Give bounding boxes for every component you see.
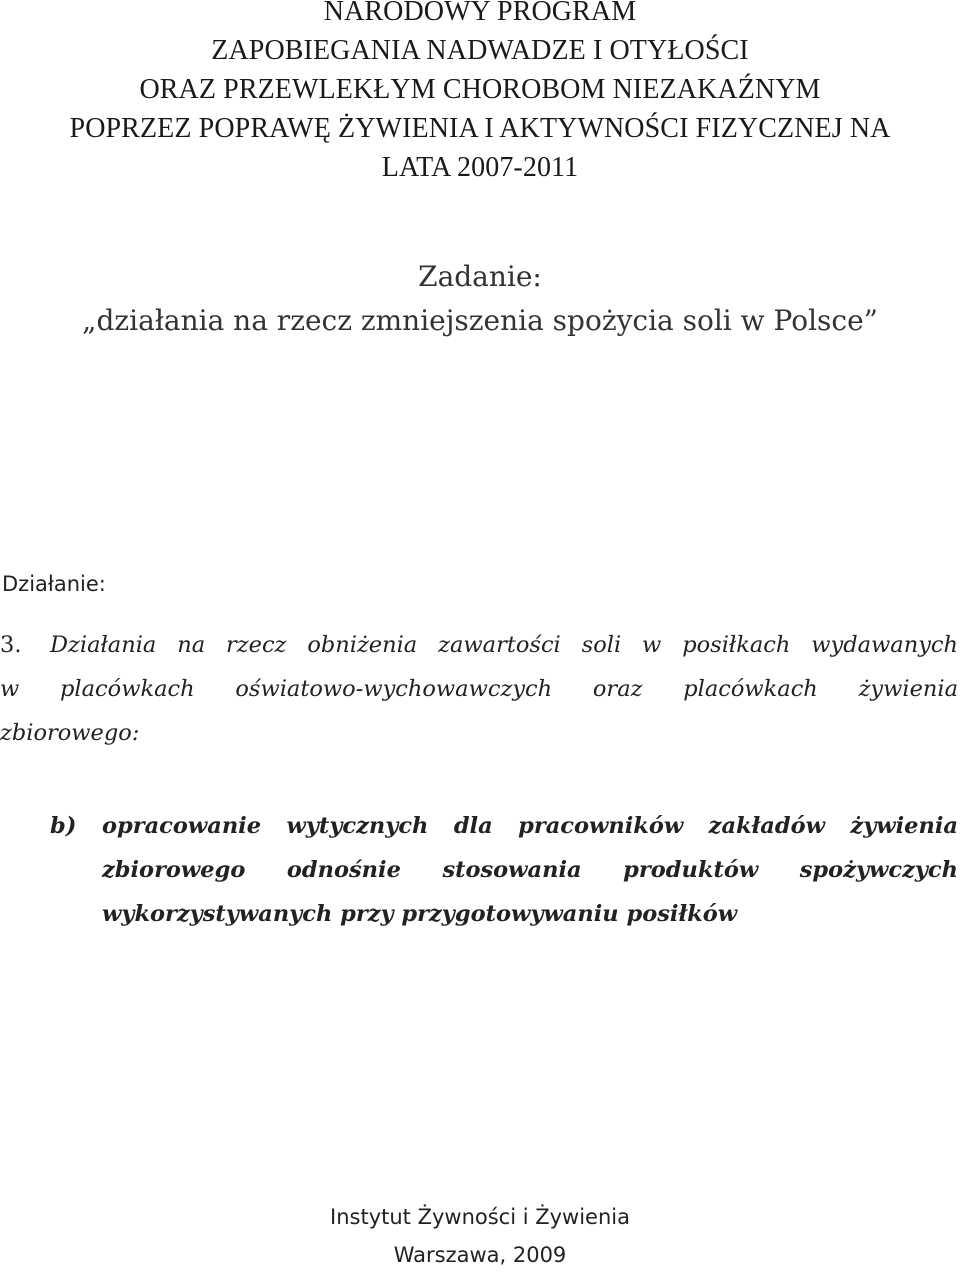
publisher-footer bbox=[0, 1198, 960, 1274]
sub-item-b bbox=[50, 804, 958, 936]
task-title: „działania na rzecz zmniejszenia spożycia soli w Polsce” bbox=[82, 304, 878, 337]
publisher-institute: Instytut Żywności i Żywienia bbox=[330, 1205, 630, 1229]
program-title-line: POPRZEZ POPRAWĘ ŻYWIENIA I AKTYWNOŚCI FIZYCZNEJ NA bbox=[69, 113, 891, 144]
action-line: zbiorowego: bbox=[0, 720, 140, 746]
program-title-line: ZAPOBIEGANIA NADWADZE I OTYŁOŚCI bbox=[211, 35, 749, 66]
task-section bbox=[0, 255, 960, 343]
program-title bbox=[0, 0, 960, 187]
action-number: 3. bbox=[0, 632, 22, 658]
program-title-line: ORAZ PRZEWLEKŁYM CHOROBOM NIEZAKAŹNYM bbox=[139, 74, 821, 105]
task-label: Zadanie: bbox=[418, 260, 542, 293]
action-line bbox=[0, 623, 958, 667]
sub-item-text bbox=[50, 804, 958, 936]
publisher-place-year: Warszawa, 2009 bbox=[393, 1243, 567, 1267]
action-description bbox=[0, 623, 958, 755]
action-heading: Działanie: bbox=[2, 572, 106, 596]
sub-item-line: wykorzystywanych przy przygotowywaniu posiłków bbox=[102, 901, 738, 927]
sub-item-marker: b) bbox=[50, 813, 77, 839]
sub-item-line: opracowanie wytycznych dla pracowników zakładów żywienia bbox=[102, 813, 958, 839]
action-line-text: Działania na rzecz obniżenia zawartości soli w posiłkach wydawanych bbox=[50, 632, 958, 658]
sub-item-line: zbiorowego odnośnie stosowania produktów spożywczych bbox=[102, 857, 958, 883]
program-title-line: NARODOWY PROGRAM bbox=[323, 0, 637, 27]
action-line: w placówkach oświatowo-wychowawczych oraz placówkach żywienia bbox=[0, 676, 958, 702]
program-title-line: LATA 2007-2011 bbox=[381, 152, 579, 183]
